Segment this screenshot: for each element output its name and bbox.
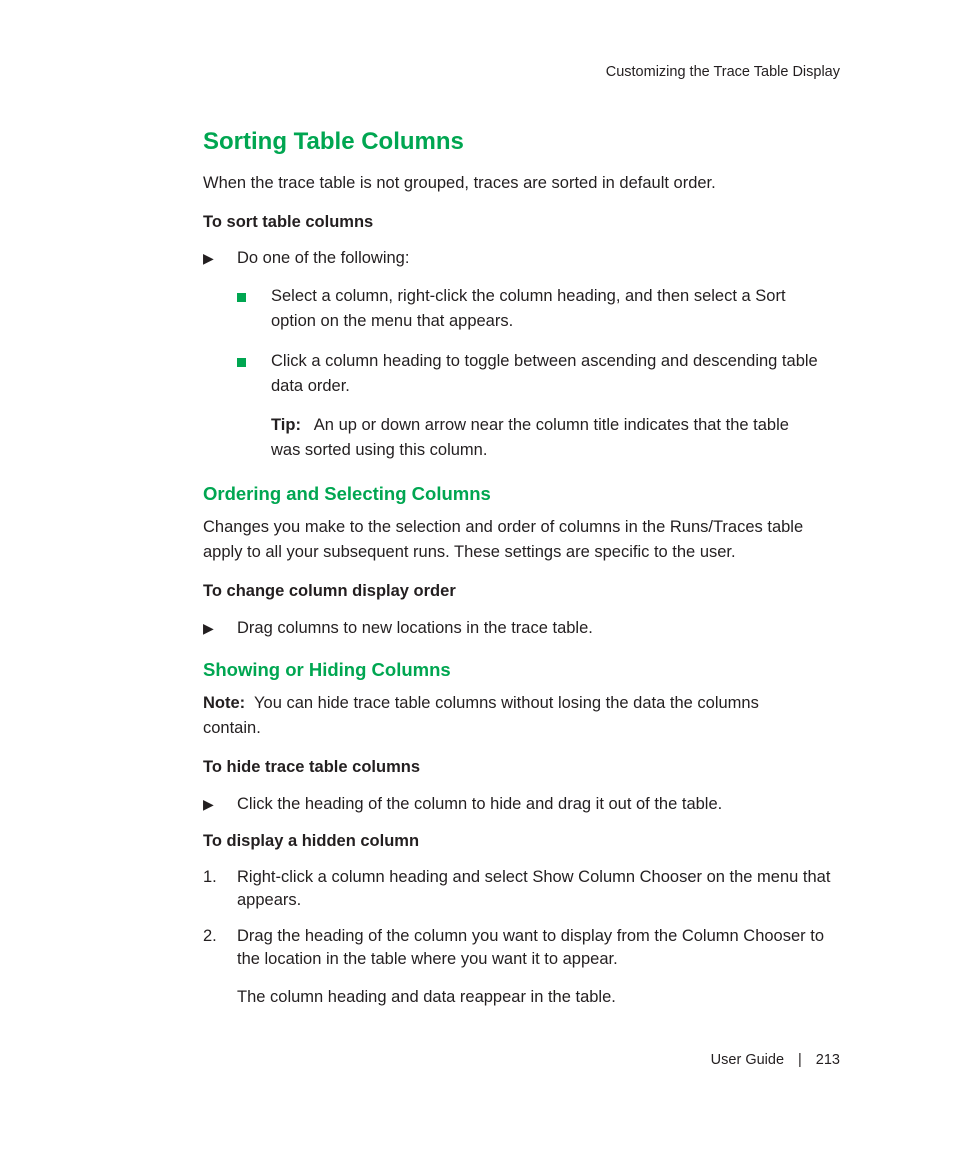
ordering-intro: Changes you make to the selection and order of columns in the Runs/Traces table apply to all your subsequent runs. These settings are specific to the user. — [203, 518, 804, 561]
display-result: The column heading and data reappear in the table. — [237, 988, 616, 1006]
order-procedure-title: To change column display order — [203, 582, 456, 600]
bullet-square-icon — [237, 358, 246, 367]
order-step: Drag columns to new locations in the trace table. — [237, 619, 593, 637]
step-number: 2. — [203, 927, 217, 945]
page-footer — [600, 1052, 840, 1068]
note-paragraph — [203, 691, 813, 741]
display-step-1: Right-click a column heading and select Show Column Chooser on the menu that appears. — [237, 868, 831, 909]
sorting-intro: When the trace table is not grouped, traces are sorted in default order. — [203, 174, 716, 192]
page-title: Sorting Table Columns — [203, 128, 464, 155]
footer-guide-label: User Guide — [710, 1052, 785, 1068]
tip-text: An up or down arrow near the column title indicates that the table was sorted using this column. — [271, 416, 789, 459]
note-label: Note: — [203, 694, 246, 712]
step-number: 1. — [203, 868, 217, 886]
tip-paragraph — [271, 413, 791, 463]
display-step-2: Drag the heading of the column you want to display from the Column Chooser to the location in the table where you want it to appear. — [237, 927, 824, 968]
step-triangle-icon: ▶ — [203, 620, 214, 636]
note-text: You can hide trace table columns without losing the data the columns contain. — [203, 694, 759, 737]
running-header: Customizing the Trace Table Display — [605, 64, 840, 80]
hide-step: Click the heading of the column to hide and drag it out of the table. — [237, 795, 723, 813]
sort-procedure-title: To sort table columns — [203, 213, 374, 231]
sort-bullet-1: Select a column, right-click the column heading, and then select a Sort option on the menu that appears. — [271, 287, 786, 330]
tip-label: Tip: — [271, 416, 301, 434]
showing-heading: Showing or Hiding Columns — [203, 659, 451, 680]
bullet-square-icon — [237, 293, 246, 302]
hide-procedure-title: To hide trace table columns — [203, 758, 420, 776]
sort-step: Do one of the following: — [237, 249, 410, 267]
step-triangle-icon: ▶ — [203, 796, 214, 812]
page-number: 213 — [815, 1052, 840, 1068]
ordering-heading: Ordering and Selecting Columns — [203, 483, 491, 504]
step-triangle-icon: ▶ — [203, 250, 214, 266]
footer-separator: | — [798, 1052, 802, 1068]
sort-bullet-2: Click a column heading to toggle between ascending and descending table data order. — [271, 352, 818, 395]
display-procedure-title: To display a hidden column — [203, 832, 420, 850]
